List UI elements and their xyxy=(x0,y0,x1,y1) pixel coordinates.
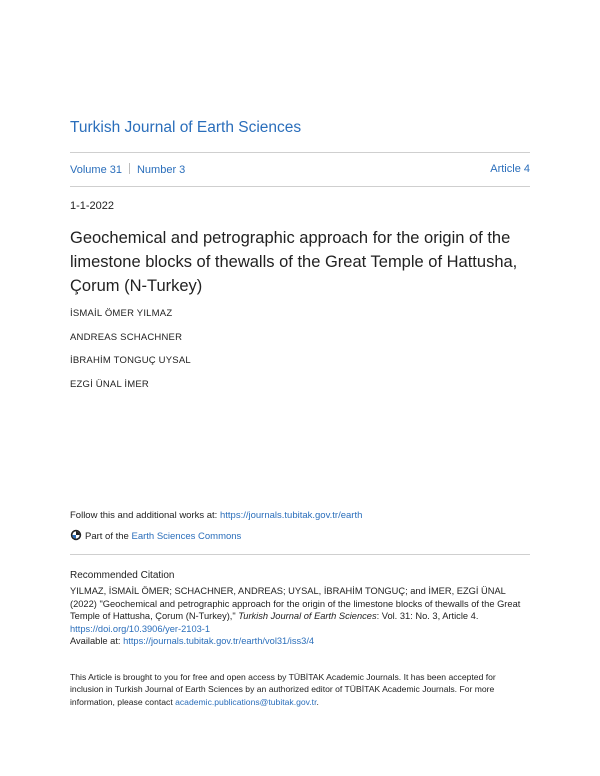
citation-volume: : Vol. 31: No. 3, Article 4. xyxy=(376,611,479,621)
access-notice-end: . xyxy=(316,696,319,707)
citation-heading: Recommended Citation xyxy=(70,570,175,581)
citation-year-title: (2022) "Geochemical and petrographic approach for the origin of the limestone blocks of thewalls of the Great Temple of Hattusha, Çorum (N-Turkey)," xyxy=(70,598,521,621)
access-notice xyxy=(70,671,530,708)
follow-line xyxy=(70,510,362,521)
follow-url-link[interactable]: https://journals.tubitak.gov.tr/earth xyxy=(219,510,363,521)
creative-commons-icon xyxy=(70,529,82,541)
article-title-line: Geochemical and petrographic approach for the origin of the xyxy=(70,229,511,247)
citation-authors: YILMAZ, İSMAİL ÖMER; SCHACHNER, ANDREAS; UYSAL, İBRAHİM TONGUÇ; and İMER, EZGİ ÜNAL xyxy=(70,586,506,596)
citation-divider xyxy=(70,554,530,555)
top-divider xyxy=(70,152,530,153)
doi-link[interactable]: https://doi.org/10.3906/yer-2103-1 xyxy=(70,623,211,634)
follow-prefix: Follow this and additional works at: xyxy=(70,510,220,521)
article-link[interactable]: Article 4 xyxy=(490,163,530,175)
citation-body xyxy=(70,598,540,623)
number-link[interactable]: Number 3 xyxy=(136,164,186,176)
article-title-line: limestone blocks of thewalls of the Great Temple of Hattusha, xyxy=(70,253,518,271)
issue-separator xyxy=(129,163,130,174)
author-name: ANDREAS SCHACHNER xyxy=(70,332,183,343)
journal-title-link[interactable]: Turkish Journal of Earth Sciences xyxy=(70,119,302,136)
available-prefix: Available at: xyxy=(70,636,124,646)
issue-divider xyxy=(70,186,530,187)
part-of-line xyxy=(70,529,241,542)
volume-link[interactable]: Volume 31 xyxy=(70,164,122,176)
author-name: İSMAİL ÖMER YILMAZ xyxy=(70,308,173,319)
article-title-line: Çorum (N-Turkey) xyxy=(70,277,203,295)
contact-email-link[interactable]: academic.publications@tubitak.gov.tr xyxy=(175,696,317,707)
access-notice-text: This Article is brought to you for free and open access by TÜBİTAK Academic Journals. It has been accepted for inclusion in Turkish Journal of Earth Sciences by an authorized editor of TÜBİTAK Academic Journals. For more information, please contact xyxy=(70,672,496,707)
earth-sciences-commons-link[interactable]: Earth Sciences Commons xyxy=(131,531,242,542)
part-of-prefix: Part of the xyxy=(85,531,132,542)
publication-date: 1-1-2022 xyxy=(70,200,115,212)
citation-block xyxy=(70,585,540,648)
available-url-link[interactable]: https://journals.tubitak.gov.tr/earth/vol31/iss3/4 xyxy=(123,636,315,646)
citation-journal: Turkish Journal of Earth Sciences xyxy=(238,611,377,621)
available-line xyxy=(70,635,540,648)
author-name: EZGİ ÜNAL İMER xyxy=(70,379,149,390)
issue-row xyxy=(70,163,530,176)
author-name: İBRAHİM TONGUÇ UYSAL xyxy=(70,355,191,366)
article-title xyxy=(70,226,540,298)
